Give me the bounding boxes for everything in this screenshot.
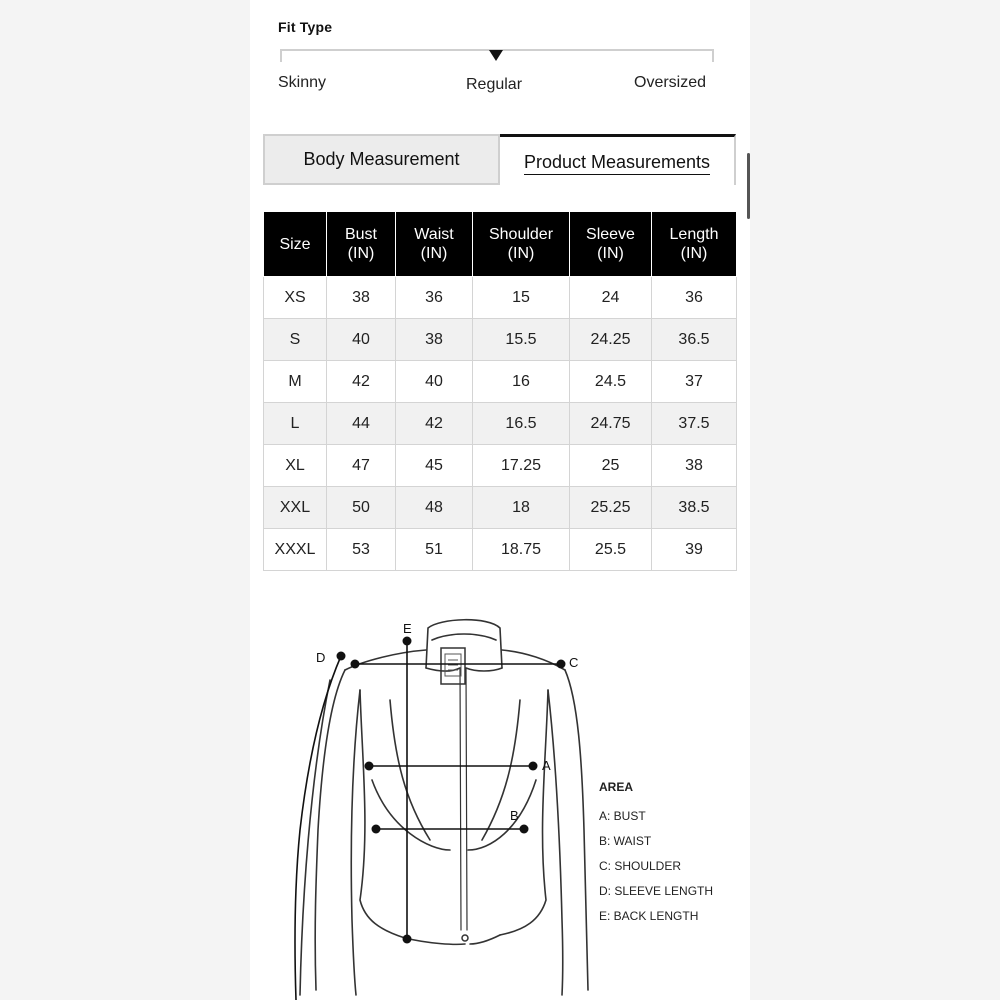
cell-shoulder: 18.75 — [473, 529, 570, 571]
jacket-outline-icon — [300, 620, 588, 995]
header-size: Size — [264, 212, 327, 277]
cell-waist: 36 — [396, 277, 473, 319]
cell-size: S — [264, 319, 327, 361]
measurement-lines — [295, 641, 561, 1000]
cell-sleeve: 24.25 — [570, 319, 652, 361]
legend-title: AREA — [599, 780, 634, 794]
cell-length: 39 — [652, 529, 737, 571]
cell-length: 38 — [652, 445, 737, 487]
cell-sleeve: 25.5 — [570, 529, 652, 571]
cell-sleeve: 25 — [570, 445, 652, 487]
cell-size: M — [264, 361, 327, 403]
point-shoulder-left — [351, 660, 360, 669]
cell-shoulder: 15 — [473, 277, 570, 319]
cell-waist: 45 — [396, 445, 473, 487]
legend-item-waist: B: WAIST — [599, 834, 652, 848]
cell-length: 37 — [652, 361, 737, 403]
area-legend — [599, 780, 713, 932]
cell-shoulder: 15.5 — [473, 319, 570, 361]
cell-waist: 40 — [396, 361, 473, 403]
header-waist: Waist (IN) — [396, 212, 473, 277]
cell-size: XL — [264, 445, 327, 487]
point-d-start — [337, 652, 346, 661]
cell-length: 36 — [652, 277, 737, 319]
fit-option-oversized: Oversized — [634, 74, 707, 91]
cell-sleeve: 25.25 — [570, 487, 652, 529]
label-a: A — [542, 758, 551, 773]
point-e-end — [403, 935, 412, 944]
legend-item-bust: A: BUST — [599, 809, 646, 823]
label-b: B — [510, 808, 519, 823]
cell-bust: 44 — [327, 403, 396, 445]
label-e: E — [403, 621, 412, 636]
cell-bust: 40 — [327, 319, 396, 361]
cell-size: XS — [264, 277, 327, 319]
measurement-points — [337, 637, 566, 944]
cell-waist: 38 — [396, 319, 473, 361]
label-c: C — [569, 655, 579, 670]
point-a — [529, 762, 538, 771]
point-bust-left — [365, 762, 374, 771]
header-shoulder: Shoulder (IN) — [473, 212, 570, 277]
fit-option-regular: Regular — [466, 76, 523, 93]
cell-bust: 47 — [327, 445, 396, 487]
cell-bust: 53 — [327, 529, 396, 571]
tab-product-measurements-label: Product Measurements — [524, 152, 710, 175]
fit-option-skinny: Skinny — [278, 74, 327, 91]
cell-shoulder: 17.25 — [473, 445, 570, 487]
legend-item-shoulder: C: SHOULDER — [599, 859, 682, 873]
cell-length: 36.5 — [652, 319, 737, 361]
cell-shoulder: 16.5 — [473, 403, 570, 445]
point-waist-left — [372, 825, 381, 834]
cell-bust: 38 — [327, 277, 396, 319]
point-b — [520, 825, 529, 834]
cell-bust: 42 — [327, 361, 396, 403]
cell-bust: 50 — [327, 487, 396, 529]
cell-waist: 48 — [396, 487, 473, 529]
header-sleeve: Sleeve (IN) — [570, 212, 652, 277]
cell-sleeve: 24.5 — [570, 361, 652, 403]
tab-body-measurement-label: Body Measurement — [303, 149, 460, 169]
cell-waist: 42 — [396, 403, 473, 445]
cell-shoulder: 18 — [473, 487, 570, 529]
cell-waist: 51 — [396, 529, 473, 571]
legend-item-back-length: E: BACK LENGTH — [599, 909, 699, 923]
header-bust: Bust (IN) — [327, 212, 396, 277]
point-c — [557, 660, 566, 669]
legend-item-sleeve-length: D: SLEEVE LENGTH — [599, 884, 714, 898]
zipper-pull-icon — [462, 935, 468, 941]
cell-sleeve: 24.75 — [570, 403, 652, 445]
point-e-start — [403, 637, 412, 646]
label-d: D — [316, 650, 326, 665]
brand-patch-marks-icon — [448, 660, 458, 670]
cell-length: 38.5 — [652, 487, 737, 529]
cell-size: XXL — [264, 487, 327, 529]
cell-length: 37.5 — [652, 403, 737, 445]
fit-type-title: Fit Type — [278, 19, 333, 35]
cell-shoulder: 16 — [473, 361, 570, 403]
cell-size: XXXL — [264, 529, 327, 571]
header-length: Length (IN) — [652, 212, 737, 277]
cell-sleeve: 24 — [570, 277, 652, 319]
cell-size: L — [264, 403, 327, 445]
